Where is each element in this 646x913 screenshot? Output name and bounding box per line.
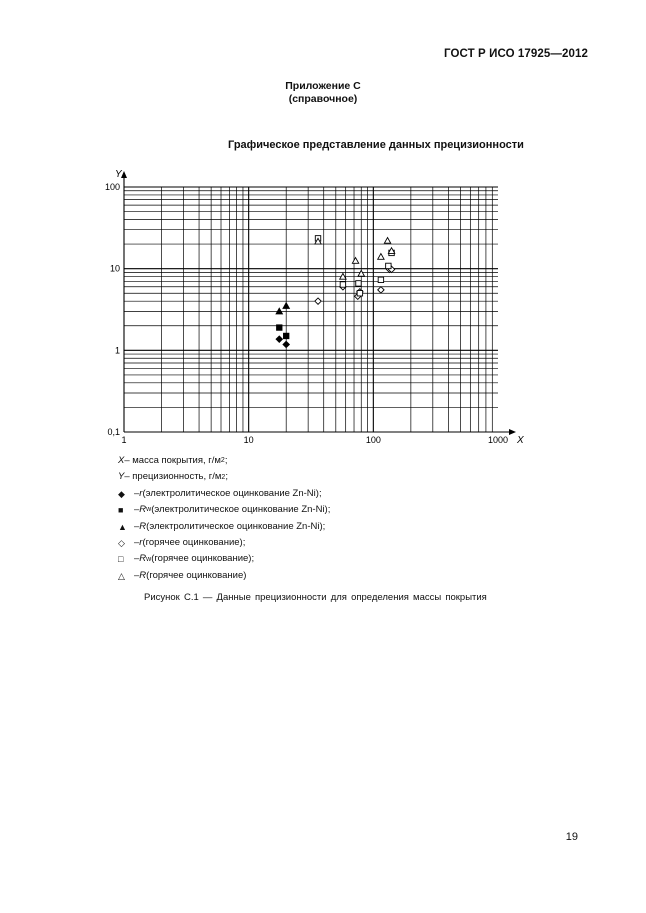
data-point-diamond: [378, 287, 384, 293]
y-tick-label: 1: [114, 345, 120, 356]
y-axis-arrow-icon: [121, 171, 127, 178]
x-axis-label: X: [517, 435, 524, 446]
legend-text: (электролитическое оцинкование Zn-Ni);: [142, 487, 322, 499]
y-tick-label: 10: [109, 263, 120, 274]
filled-square-icon: ■: [118, 505, 124, 516]
data-point-triangle: [352, 258, 358, 264]
legend-y-description: Y – прецизионность, г/м 2 ;: [118, 469, 330, 485]
standard-code: ГОСТ Р ИСО 17925—2012: [443, 48, 588, 60]
data-point-square: [283, 333, 288, 338]
data-point-triangle: [384, 238, 390, 244]
legend-item: [118, 535, 330, 551]
legend-item: ■ – R w (электролитическое оцинкование Zn-Ni);: [118, 502, 330, 518]
data-point-square: [386, 263, 391, 268]
x-tick-label: 100: [365, 435, 381, 445]
filled-diamond-icon: ◆: [118, 488, 125, 499]
legend-text: (горячее оцинкование);: [151, 553, 255, 565]
legend-item: □ – R w (горячее оцинкование);: [118, 551, 330, 567]
x-tick-label: 1: [121, 435, 127, 445]
legend-dash: –: [134, 504, 140, 516]
data-point-diamond: [276, 336, 282, 342]
open-square-icon: □: [118, 554, 124, 565]
legend-var: R: [139, 520, 147, 532]
data-point-square: [340, 282, 345, 287]
annex-subtitle: (справочное): [288, 93, 358, 105]
legend-var: r: [139, 487, 143, 499]
data-point-triangle: [378, 254, 384, 260]
legend-dash: –: [134, 487, 140, 499]
chart-tick-labels: [105, 169, 524, 446]
legend-x-var: X: [118, 455, 125, 466]
y-tick-label: 100: [104, 182, 120, 192]
chart-points: [276, 236, 395, 348]
data-point-diamond: [283, 341, 289, 347]
legend-y-text: – прецизионность, г/м: [124, 471, 222, 483]
legend-text: (горячее оцинкование): [146, 569, 247, 581]
chart-legend: [118, 453, 330, 584]
data-point-square: [356, 281, 361, 286]
legend-var: R: [139, 504, 147, 516]
section-title: Графическое представление данных прецизионности: [228, 139, 524, 151]
legend-item: [118, 486, 330, 502]
legend-text: (горячее оцинкование);: [142, 537, 246, 549]
data-point-square: [277, 325, 282, 330]
figure-caption: Рисунок С.1 — Данные прецизионности для определения массы покрытия: [144, 592, 487, 603]
legend-var: r: [139, 537, 143, 549]
data-point-triangle: [358, 270, 364, 276]
legend-text: (электролитическое оцинкование Zn-Ni);: [151, 504, 331, 516]
x-axis-arrow-icon: [509, 429, 516, 435]
legend-dash: –: [134, 520, 140, 532]
legend-var: R: [139, 553, 147, 565]
legend-dash: –: [134, 569, 140, 581]
x-tick-label: 1000: [487, 435, 509, 445]
legend-x-text: – масса покрытия, г/м: [124, 455, 221, 466]
open-triangle-icon: △: [118, 570, 125, 581]
legend-y-var: Y: [118, 471, 125, 483]
open-diamond-icon: ◇: [118, 538, 125, 549]
data-point-square: [378, 277, 383, 282]
legend-item: [118, 519, 330, 535]
legend-dash: –: [134, 553, 140, 565]
data-point-triangle: [283, 303, 289, 309]
legend-x-description: X – масса покрытия, г/м 2 ;: [118, 453, 330, 469]
legend-y-tail: ;: [225, 471, 228, 483]
x-tick-label: 10: [243, 435, 254, 445]
legend-var: R: [139, 569, 147, 581]
filled-triangle-icon: ▲: [118, 521, 127, 532]
legend-x-tail: ;: [224, 455, 228, 466]
data-point-square: [357, 291, 362, 296]
legend-text: (электролитическое оцинкование Zn-Ni);: [146, 520, 326, 532]
y-axis-label: Y: [115, 169, 122, 180]
data-point-diamond: [315, 298, 321, 304]
annex-title: Приложение С: [285, 80, 361, 92]
legend-dash: –: [134, 537, 140, 549]
y-tick-label: 0,1: [107, 427, 120, 437]
legend-item: [118, 568, 330, 584]
page-number: 19: [565, 831, 578, 843]
